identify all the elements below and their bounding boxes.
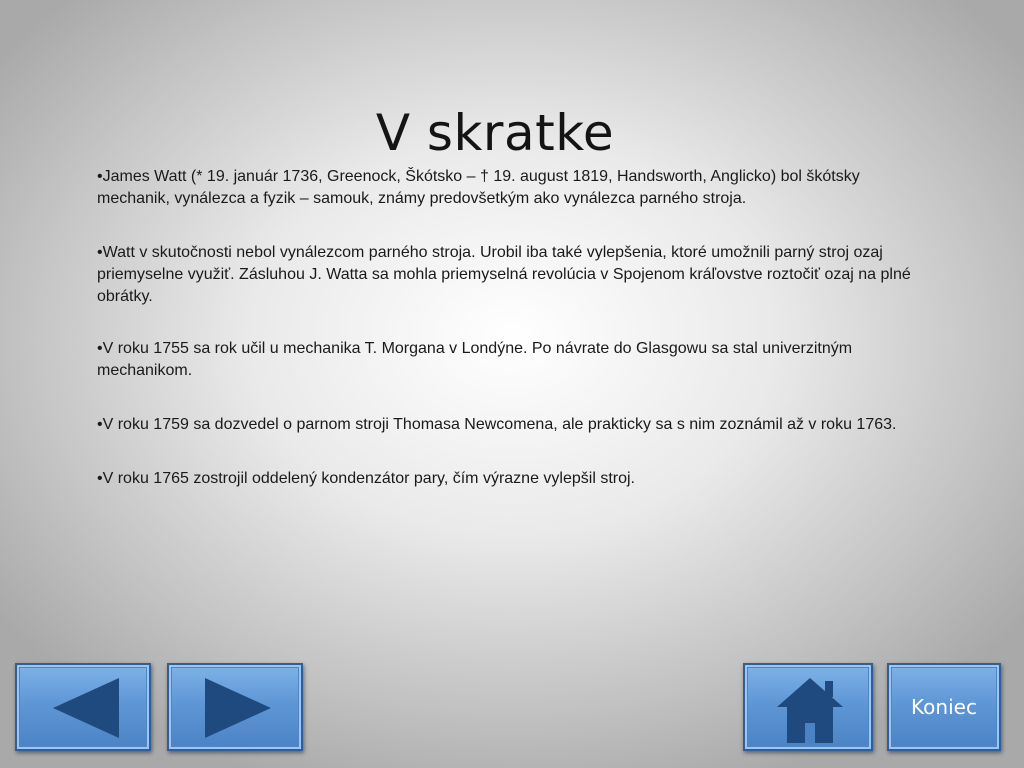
end-button-label: Koniec xyxy=(911,695,977,719)
arrow-left-icon xyxy=(17,665,153,753)
slide-title: V skratke xyxy=(375,103,615,162)
home-button[interactable] xyxy=(743,663,873,751)
next-slide-button[interactable] xyxy=(167,663,303,751)
paragraph-5: •V roku 1765 zostrojil oddelený kondenzátor pary, čím výrazne vylepšil stroj. xyxy=(97,470,635,487)
arrow-right-icon xyxy=(169,665,305,753)
paragraph-4: •V roku 1759 sa dozvedel o parnom stroji Thomasa Newcomena, ale prakticky sa s nim zoznámil až v roku 1763. xyxy=(97,416,897,433)
home-icon xyxy=(745,665,875,753)
end-button[interactable] xyxy=(887,663,1001,751)
paragraph-2: •Watt v skutočnosti nebol vynálezcom parného stroja. Urobil iba také vylepšenia, ktoré umožnili parný stroj ozaj priemyselne využiť. Zásluhou J. Watta sa mohla priemyselná revolúcia v Spojenom kráľovstve roztočiť ozaj na plné obrátky. xyxy=(97,244,911,305)
slide-content xyxy=(97,166,912,522)
paragraph-1: •James Watt (* 19. január 1736, Greenock, Škótsko – † 19. august 1819, Handsworth, Anglicko) bol škótsky mechanik, vynálezca a fyzik – samouk, známy predovšetkým ako vynálezca parného stroja. xyxy=(97,168,860,207)
previous-slide-button[interactable] xyxy=(15,663,151,751)
paragraph-3: •V roku 1755 sa rok učil u mechanika T. Morgana v Londýne. Po návrate do Glasgowu sa stal univerzitným mechanikom. xyxy=(97,340,853,379)
